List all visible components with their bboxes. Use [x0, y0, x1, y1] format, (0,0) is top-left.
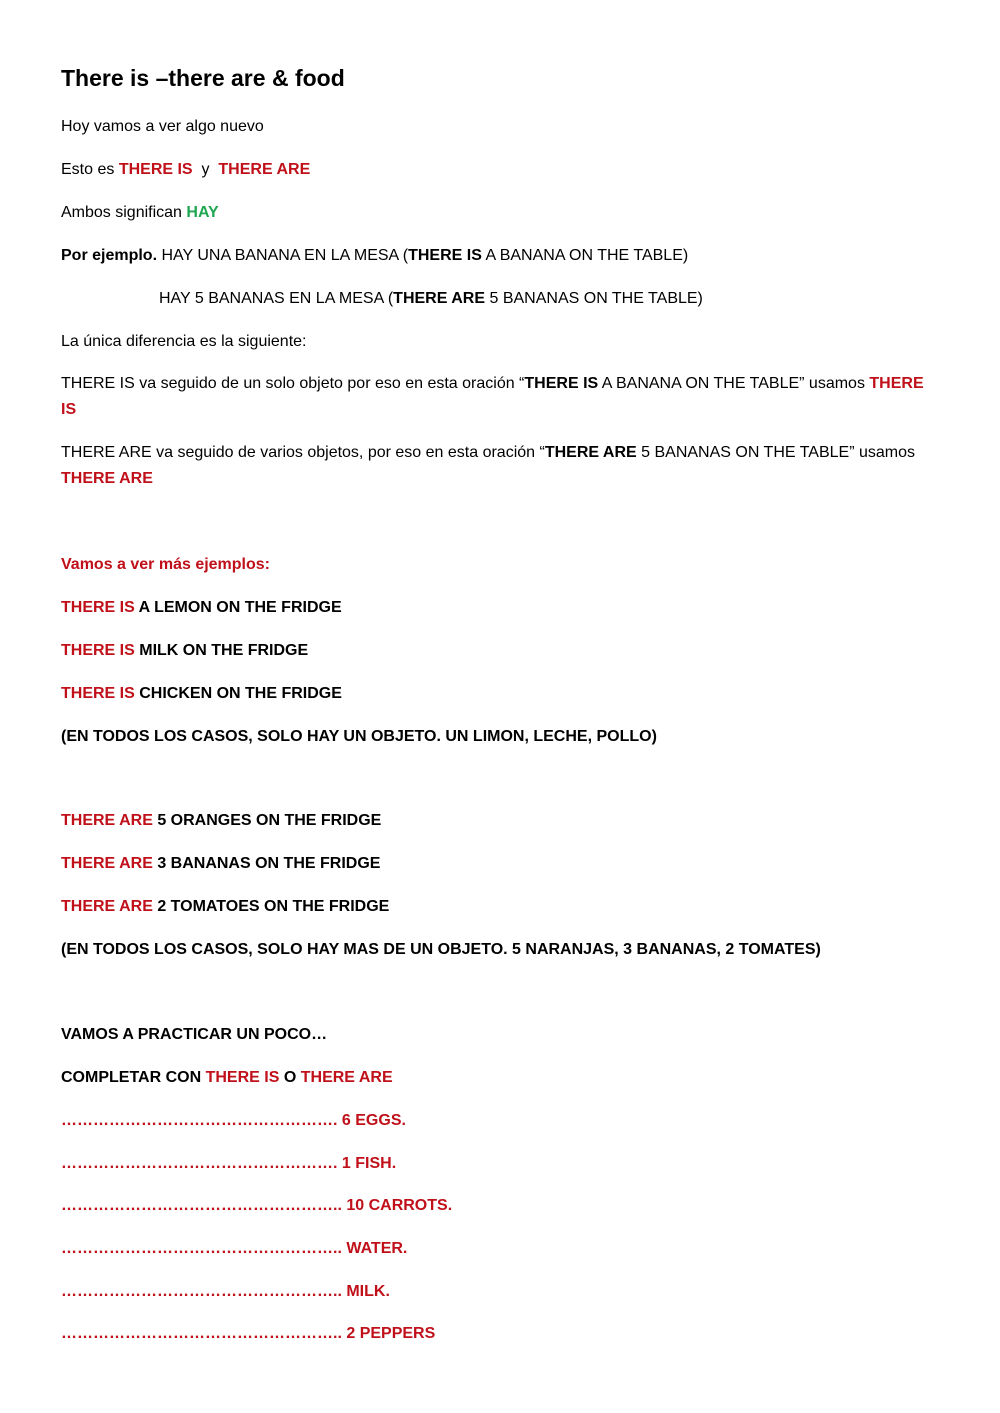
para-there-are	[61, 440, 941, 492]
is-note: (EN TODOS LOS CASOS, SOLO HAY UN OBJETO. UN LIMON, LECHE, POLLO)	[61, 728, 657, 745]
ejemplo-lead: Por ejemplo.	[61, 247, 158, 264]
exercise-blank[interactable]: ……………………………………………..	[61, 1197, 342, 1214]
is-example-red: THERE IS	[61, 642, 135, 659]
completar-there-are: THERE ARE	[300, 1069, 393, 1086]
is-example-text: A LEMON ON THE FRIDGE	[138, 599, 342, 616]
ejemplo2-bold: THERE ARE	[393, 290, 486, 307]
para-are-t1: THERE ARE va seguido de varios objetos, por eso en esta oración “	[61, 444, 545, 461]
page-title: There is –there are & food	[61, 65, 345, 91]
exercise-item: 2 PEPPERS	[346, 1325, 436, 1342]
diferencia-text: La única diferencia es la siguiente:	[61, 333, 307, 350]
are-example-text: 5 ORANGES ON THE FRIDGE	[157, 812, 382, 829]
para-are-bold: THERE ARE	[544, 444, 637, 461]
is-example-text: CHICKEN ON THE FRIDGE	[139, 685, 342, 702]
exercise-blank[interactable]: ……………………………………………..	[61, 1240, 342, 1257]
are-example-2	[61, 854, 380, 874]
exercise-item: WATER.	[346, 1240, 408, 1257]
exercise-item: MILK.	[346, 1283, 390, 1300]
ejemplo1-line	[61, 246, 688, 266]
esto-there-is: THERE IS	[118, 161, 193, 178]
exercise-2[interactable]	[61, 1154, 396, 1174]
is-example-2	[61, 641, 308, 661]
para-there-is	[61, 371, 941, 423]
ambos-hay: HAY	[186, 204, 219, 221]
para-is-t2: A BANANA ON THE TABLE” usamos	[601, 375, 865, 392]
para-are-red: THERE ARE	[61, 470, 153, 487]
are-example-text: 2 TOMATOES ON THE FRIDGE	[157, 898, 390, 915]
ejemplo2-t2: 5 BANANAS ON THE TABLE)	[489, 290, 703, 307]
ejemplo1-t1: HAY UNA BANANA EN LA MESA (	[161, 247, 409, 264]
are-note: (EN TODOS LOS CASOS, SOLO HAY MAS DE UN OBJETO. 5 NARANJAS, 3 BANANAS, 2 TOMATES)	[61, 941, 821, 958]
ambos-pre: Ambos significan	[61, 204, 182, 221]
practicar-heading: VAMOS A PRACTICAR UN POCO…	[61, 1026, 328, 1043]
para-is-t1: THERE IS va seguido de un solo objeto por eso en esta oración “	[61, 375, 525, 392]
is-example-1	[61, 598, 342, 618]
are-example-3	[61, 897, 389, 917]
esto-pre: Esto es	[61, 161, 115, 178]
ejemplo2-t1: HAY 5 BANANAS EN LA MESA (	[159, 290, 394, 307]
exercise-6[interactable]	[61, 1324, 435, 1344]
exercise-blank[interactable]: ……………………………………………..	[61, 1283, 342, 1300]
esto-y: y	[201, 161, 210, 178]
exercise-blank[interactable]: …………………………………………….	[61, 1112, 338, 1129]
is-example-3	[61, 684, 342, 704]
ejemplo1-t2: A BANANA ON THE TABLE)	[485, 247, 689, 264]
exercise-blank[interactable]: ……………………………………………..	[61, 1325, 342, 1342]
intro-text: Hoy vamos a ver algo nuevo	[61, 118, 264, 135]
completar-o: O	[283, 1069, 297, 1086]
exercise-4[interactable]	[61, 1239, 407, 1259]
mas-ejemplos-heading: Vamos a ver más ejemplos:	[61, 556, 270, 573]
exercise-blank[interactable]: …………………………………………….	[61, 1155, 338, 1172]
are-example-text: 3 BANANAS ON THE FRIDGE	[157, 855, 381, 872]
ejemplo1-bold: THERE IS	[408, 247, 482, 264]
are-example-red: THERE ARE	[61, 855, 153, 872]
esto-line	[61, 160, 310, 180]
are-example-red: THERE ARE	[61, 898, 153, 915]
completar-there-is: THERE IS	[205, 1069, 280, 1086]
ejemplo2-line	[159, 289, 703, 309]
are-example-1	[61, 811, 381, 831]
exercise-1[interactable]	[61, 1111, 406, 1131]
exercise-3[interactable]	[61, 1196, 452, 1216]
is-example-red: THERE IS	[61, 599, 135, 616]
completar-pre: COMPLETAR CON	[61, 1069, 202, 1086]
esto-there-are: THERE ARE	[218, 161, 311, 178]
para-are-t2: 5 BANANAS ON THE TABLE” usamos	[641, 444, 915, 461]
completar-instruction	[61, 1068, 393, 1088]
is-example-red: THERE IS	[61, 685, 135, 702]
exercise-item: 1 FISH.	[341, 1155, 397, 1172]
para-is-bold: THERE IS	[524, 375, 599, 392]
ambos-line	[61, 203, 219, 223]
is-example-text: MILK ON THE FRIDGE	[139, 642, 309, 659]
exercise-5[interactable]	[61, 1282, 390, 1302]
are-example-red: THERE ARE	[61, 812, 153, 829]
para-is-red: THERE IS	[61, 375, 924, 418]
exercise-item: 10 CARROTS.	[346, 1197, 453, 1214]
exercise-item: 6 EGGS.	[341, 1112, 406, 1129]
